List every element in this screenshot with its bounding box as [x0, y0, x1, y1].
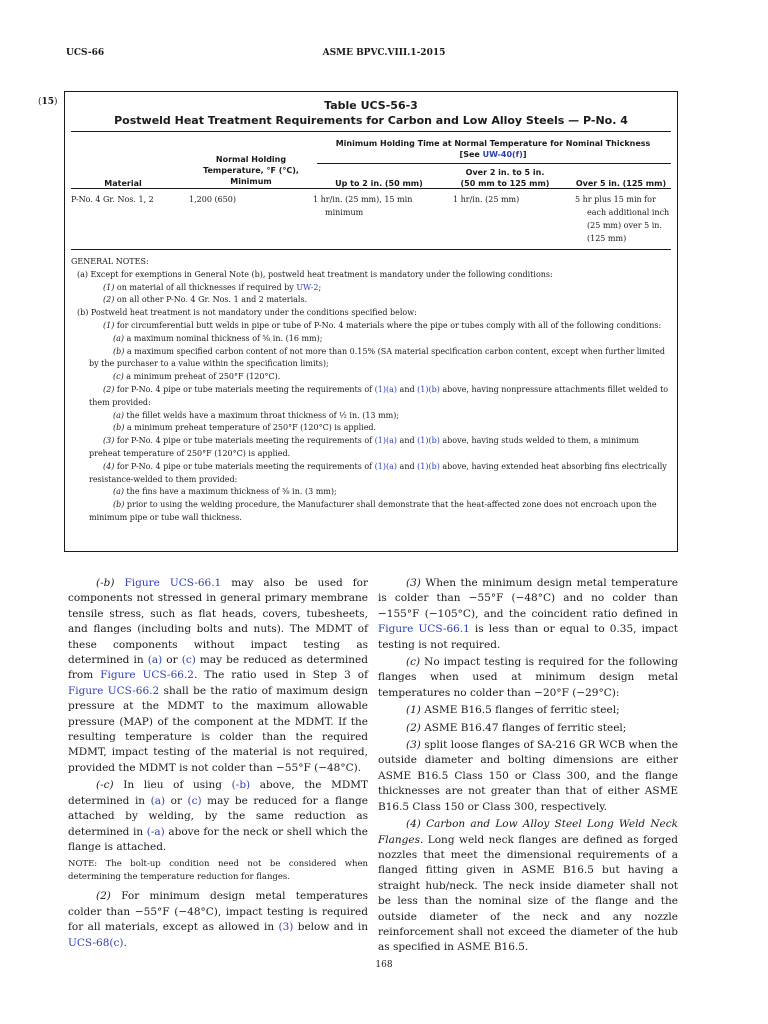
- para-4-long-weld-neck: [378, 817, 678, 956]
- note-b3-label: (3): [103, 436, 115, 446]
- note-b3-text1: for P-No. 4 pipe or tube materials meeting the requirements of: [114, 436, 375, 446]
- cell-over-5in-line3: (25 mm) over 5 in.: [587, 221, 663, 230]
- bolt-up-note: NOTE: The bolt-up condition need not be considered when determining the temperature reduction for flanges.: [68, 859, 368, 883]
- cell-over-5in-line2: each additional inch: [587, 208, 670, 217]
- table-data-bottom-rule: [71, 249, 671, 250]
- header-over-5in: Over 5 in. (125 mm): [575, 179, 667, 188]
- cell-up-to-2in-line2: minimum: [325, 208, 364, 217]
- header-2-to-5in-line2: (50 mm to 125 mm): [460, 179, 550, 188]
- note-b4: [71, 461, 671, 487]
- para-minus-b-or: or: [162, 654, 182, 667]
- revision-number: 15: [41, 97, 55, 107]
- para-minus-b-text3: . The ratio used in Step 3 of: [193, 669, 368, 682]
- table-number: Table UCS-56-3: [324, 99, 418, 112]
- note-b1-label: (1): [103, 320, 115, 330]
- para-4-text: . Long weld neck flanges are defined as forged nozzles that meet the dimensional requirements of a flanged fitting given in ASME B16.5 but having a straight hub/neck. The neck inside diameter shall not be less than the nominal size of the flange and the outside diameter of the neck and any nozzle reinforcement shall not exceed the diameter of the hub as specified in ASME B16.5.: [378, 833, 678, 954]
- para-minus-b-text1: may also be used for components not stressed in general primary membrane tensile stress, such as flat heads, covers, tubesheets, and flanges (including bolts and nuts). The MDMT of these components without impact testing as determined in: [68, 577, 369, 667]
- cell-up-to-2in: [313, 193, 412, 219]
- link-a[interactable]: (a): [150, 794, 166, 807]
- note-b2b-text: a minimum preheat temperature of 250°F (120°C) is applied.: [124, 423, 377, 433]
- note-b4-label: (4): [103, 461, 115, 471]
- para-minus-c-text1: In lieu of using: [113, 779, 232, 792]
- link-figure-ucs-66-1[interactable]: Figure UCS-66.1: [378, 623, 470, 636]
- header-section-id: UCS-66: [66, 48, 105, 58]
- header-temp-line1: Normal Holding: [215, 155, 287, 164]
- revision-mark: (15): [38, 97, 58, 107]
- note-b2-text1: for P-No. 4 pipe or tube materials meeting the requirements of: [114, 384, 375, 394]
- para-minus-c-text2: above, the MDMT determined in: [68, 779, 368, 807]
- note-b4-text2: above, having extended heat absorbing fins electrically resistance-welded to them provided:: [89, 461, 667, 484]
- notes-heading: GENERAL NOTES:: [71, 257, 149, 266]
- table-ucs-56-3: [64, 91, 678, 552]
- note-b1a-text: a maximum nominal thickness of ⁵⁄₈ in. (16 mm);: [124, 333, 323, 343]
- cell-temperature: 1,200 (650): [189, 195, 236, 204]
- note-b2a-text: the fillet welds have a maximum throat thickness of ¹⁄₂ in. (13 mm);: [124, 410, 400, 420]
- header-up-to-2in: Up to 2 in. (50 mm): [335, 179, 423, 188]
- note-b4a: [71, 486, 671, 499]
- link-c[interactable]: (c): [181, 654, 196, 667]
- link-figure-ucs-66-2[interactable]: Figure UCS-66.2: [68, 684, 160, 697]
- list-item-3-text: split loose flanges of SA-216 GR WCB when the outside diameter and bolting dimensions are either ASME B16.5 Class 150 or Class 300, and the flange thicknesses are not greater than that of either ASME B16.5 Class 150 or Class 300, respectively.: [378, 739, 678, 813]
- cell-over-5in: [575, 193, 669, 245]
- header-code-title: ASME BPVC.VIII.1-2015: [322, 48, 446, 58]
- header-2-to-5in: [441, 167, 569, 189]
- para-2-end: .: [123, 936, 127, 949]
- para-c-label: (c): [406, 656, 421, 669]
- header-temp-line3: Minimum: [230, 177, 272, 186]
- para-minus-c-or: or: [165, 794, 188, 807]
- cell-over-5in-line1: 5 hr plus 15 min for: [575, 195, 656, 204]
- list-item-3: [378, 738, 678, 815]
- general-notes: [71, 256, 671, 525]
- running-header: [66, 48, 702, 62]
- note-b1-text: for circumferential butt welds in pipe or tube of P-No. 4 materials where the pipe or tubes comply with all of the following conditions:: [114, 320, 662, 330]
- header-holding-temperature: [181, 154, 321, 187]
- note-a1-text: on material of all thicknesses if required by: [114, 282, 297, 292]
- note-a2: [71, 294, 671, 307]
- para-2-text2: below and in: [293, 921, 368, 934]
- note-b2a: [71, 410, 671, 423]
- note-b2-label: (2): [103, 384, 115, 394]
- note-b2-and: and: [397, 384, 418, 394]
- header-group-bracket: ]: [522, 150, 527, 159]
- link-figure-ucs-66-1[interactable]: Figure UCS-66.1: [124, 577, 222, 589]
- note-b1c-label: (c): [113, 372, 124, 382]
- note-b4-and: and: [397, 461, 418, 471]
- link-1b[interactable]: (1)(b): [417, 436, 440, 446]
- link-1a[interactable]: (1)(a): [374, 436, 398, 446]
- para-3-text2: is less than or equal to 0.35, impact testing is not required.: [378, 623, 678, 651]
- note-b4a-label: (a): [113, 487, 125, 497]
- cell-material: P-No. 4 Gr. Nos. 1, 2: [71, 195, 154, 204]
- list-item-1: [378, 703, 678, 718]
- note-b1a-label: (a): [113, 333, 125, 343]
- link-1b[interactable]: (1)(b): [417, 384, 440, 394]
- note-b2a-label: (a): [113, 410, 125, 420]
- header-group-see: [See: [459, 150, 483, 159]
- header-material: Material: [104, 179, 142, 188]
- header-group-line2: [317, 149, 669, 160]
- cell-over-5in-line4: (125 mm): [587, 234, 627, 243]
- para-minus-b-text2: may be reduced as determined from: [68, 654, 368, 682]
- note-a2-text: on all other P-No. 4 Gr. Nos. 1 and 2 materials.: [114, 295, 308, 305]
- para-3-label: (3): [406, 577, 421, 589]
- para-c: [378, 655, 678, 701]
- table-header-top-rule: [71, 131, 671, 132]
- para-minus-c-text3: may be reduced for a flange attached by welding, by the same reduction as determined in: [68, 794, 368, 838]
- note-b2-text2: above, having nonpressure attachments fillet welded to them provided:: [89, 384, 669, 407]
- note-b1a: [71, 333, 671, 346]
- header-holding-time-group: [317, 138, 669, 160]
- para-minus-c-text4: above for the neck or shell which the flange is attached.: [68, 825, 368, 853]
- para-2: [68, 889, 368, 951]
- note-b3-and: and: [397, 436, 418, 446]
- link-minus-b[interactable]: (-b): [231, 779, 251, 792]
- note-b1b-label: (b): [113, 346, 125, 356]
- note-b: (b) Postweld heat treatment is not mandatory under the conditions specified below:: [77, 308, 417, 318]
- header-group-line1: Minimum Holding Time at Normal Temperature for Nominal Thickness: [335, 139, 651, 148]
- note-a1-label: (1): [103, 282, 115, 292]
- para-minus-b: [68, 576, 368, 776]
- para-minus-c-label: (-c): [96, 779, 114, 792]
- note-b1b-text: a maximum specified carbon content of not more than 0.15% (SA material specification carbon content, except when further limited by the purchaser to a value within the specification limits);: [89, 346, 666, 369]
- table-header-group-rule: [317, 163, 671, 164]
- table-title: [65, 98, 677, 128]
- para-2-text1: For minimum design metal temperatures colder than −55°F (−48°C), impact testing is required for all materials, except as allowed in: [68, 890, 368, 934]
- list-item-1-label: (1): [406, 704, 421, 717]
- link-c[interactable]: (c): [187, 794, 202, 807]
- note-b2b-label: (b): [113, 423, 125, 433]
- para-c-text: No impact testing is required for the following flanges when used at minimum design metal temperatures no colder than −20°F (−29°C):: [378, 656, 678, 699]
- note-b3: [71, 435, 671, 461]
- link-1b[interactable]: (1)(b): [417, 461, 440, 471]
- para-minus-b-label: (-b): [96, 577, 115, 589]
- note-b1: [71, 320, 671, 333]
- link-ucs-68c[interactable]: UCS-68(c): [68, 936, 124, 949]
- link-1a[interactable]: (1)(a): [374, 384, 398, 394]
- note-b4a-text: the fins have a maximum thickness of ³⁄₈ in. (3 mm);: [124, 487, 337, 497]
- list-item-2-text: ASME B16.47 flanges of ferritic steel;: [420, 721, 627, 734]
- note-a1-end: ;: [318, 282, 322, 292]
- header-2-to-5in-line1: Over 2 in. to 5 in.: [465, 168, 545, 177]
- page-number: 168: [375, 960, 393, 970]
- note-a1: [71, 282, 671, 295]
- para-2-label: (2): [96, 890, 111, 903]
- note-b1b: [71, 346, 671, 372]
- list-item-2: [378, 721, 678, 736]
- list-item-2-label: (2): [406, 721, 421, 734]
- para-minus-c: [68, 778, 368, 855]
- link-a[interactable]: (a): [147, 654, 163, 667]
- note-b4-text1: for P-No. 4 pipe or tube materials meeting the requirements of: [114, 461, 375, 471]
- note-b4b-label: (b): [113, 500, 125, 510]
- para-3: [378, 576, 678, 653]
- note-a: (a) Except for exemptions in General Note (b), postweld heat treatment is mandatory under the following conditions:: [77, 269, 553, 279]
- note-b1c-text: a minimum preheat of 250°F (120°C).: [123, 372, 281, 382]
- note-b4b: [71, 499, 671, 525]
- link-uw-2[interactable]: UW-2: [296, 282, 319, 292]
- list-item-3-label: (3): [406, 739, 421, 752]
- link-3[interactable]: (3): [278, 921, 294, 934]
- note-a2-label: (2): [103, 295, 115, 305]
- cell-up-to-2in-line1: 1 hr/in. (25 mm), 15 min: [313, 195, 413, 204]
- table-caption: Postweld Heat Treatment Requirements for Carbon and Low Alloy Steels — P-No. 4: [114, 114, 628, 127]
- para-4-heading: (4) Carbon and Low Alloy Steel Long Weld Neck Flanges: [378, 818, 678, 846]
- note-b4b-text: prior to using the welding procedure, the Manufacturer shall demonstrate that the heat-affected zone does not encroach upon the minimum pipe or tube wall thickness.: [89, 500, 657, 522]
- header-temp-line2: Temperature, °F (°C),: [203, 166, 299, 175]
- link-uw-40f[interactable]: UW-40(f): [482, 150, 523, 159]
- link-figure-ucs-66-2[interactable]: Figure UCS-66.2: [100, 669, 194, 682]
- cell-2-to-5in: 1 hr/in. (25 mm): [453, 195, 520, 204]
- note-b1c: [71, 371, 671, 384]
- list-item-1-text: ASME B16.5 flanges of ferritic steel;: [420, 704, 620, 717]
- body-column-left: [68, 576, 368, 953]
- link-1a[interactable]: (1)(a): [374, 461, 398, 471]
- link-minus-a[interactable]: (-a): [146, 825, 165, 838]
- note-b3-text2: above, having studs welded to them, a minimum preheat temperature of 250°F (120°C) is applied.: [89, 436, 640, 458]
- para-minus-b-text4: shall be the ratio of maximum design pressure at the MDMT to the maximum allowable pressure (MAP) of the component at the MDMT. If the resulting temperature is colder than the required MDMT, impact testing of the material is not required, provided the MDMT is not colder than −55°F (−48°C).: [68, 684, 368, 774]
- note-b2b: [71, 422, 671, 435]
- note-b2: [71, 384, 671, 410]
- para-3-text1: When the minimum design metal temperature is colder than −55°F (−48°C) and no colder than −155°F (−105°C), and the coincident ratio defined in: [378, 577, 678, 620]
- body-column-right: [378, 576, 678, 958]
